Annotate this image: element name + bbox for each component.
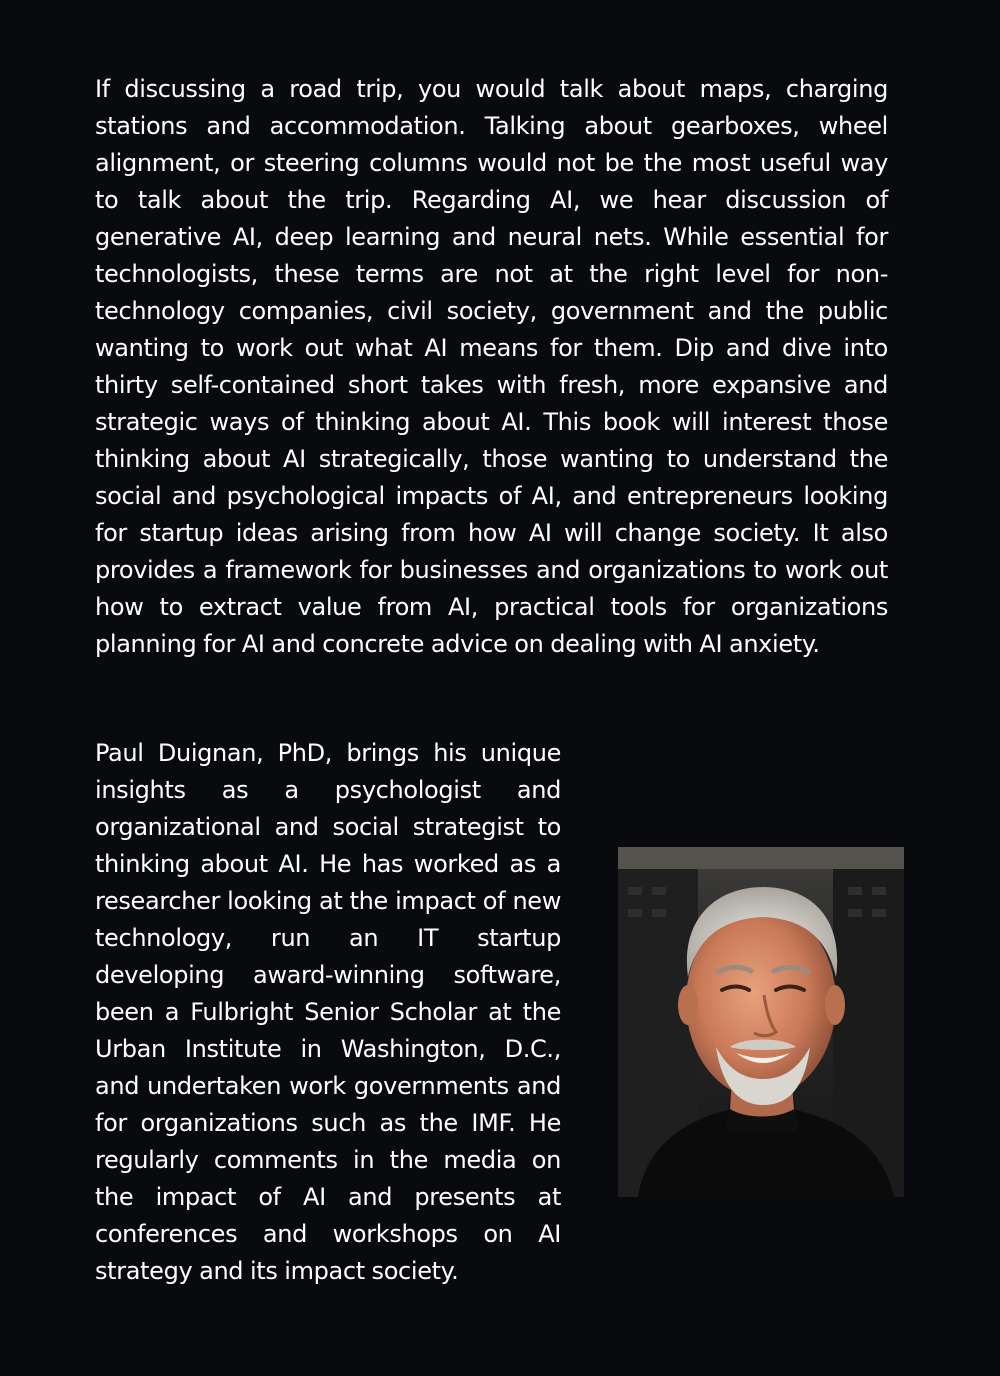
author-photo [618, 847, 904, 1197]
author-bio: Paul Duignan, PhD, brings his unique insights as a psychologist and organizational and social strategist to thinking about AI. He has worked as a researcher looking at the impact of new technology, run an IT startup developing award-winning software, been a Fulbright Senior Scholar at the Urban Institute in Washington, D.C., and undertaken work governments and for organizations such as the IMF. He regularly comments in the media on the impact of AI and presents at conferences and workshops on AI strategy and its impact society. [95, 739, 561, 1285]
author-portrait-image [618, 847, 904, 1197]
book-description: If discussing a road trip, you would talk about maps, charging stations and accommodation. Talking about gearboxes, wheel alignment, or steering columns would not be the most useful way to talk about the trip. Regarding AI, we hear discussion of generative AI, deep learning and neural nets. While essential for technologists, these terms are not at the right level for non-technology companies, civil society, government and the public wanting to work out what AI means for them. Dip and dive into thirty self-contained short takes with fresh, more expansive and strategic ways of thinking about AI. This book will interest those thinking about AI strategically, those wanting to understand the social and psychological impacts of AI, and entrepreneurs looking for startup ideas arising from how AI will change society. It also provides a framework for businesses and organizations to work out how to extract value from AI, practical tools for organizations planning for AI and concrete advice on dealing with AI anxiety. [95, 75, 888, 658]
